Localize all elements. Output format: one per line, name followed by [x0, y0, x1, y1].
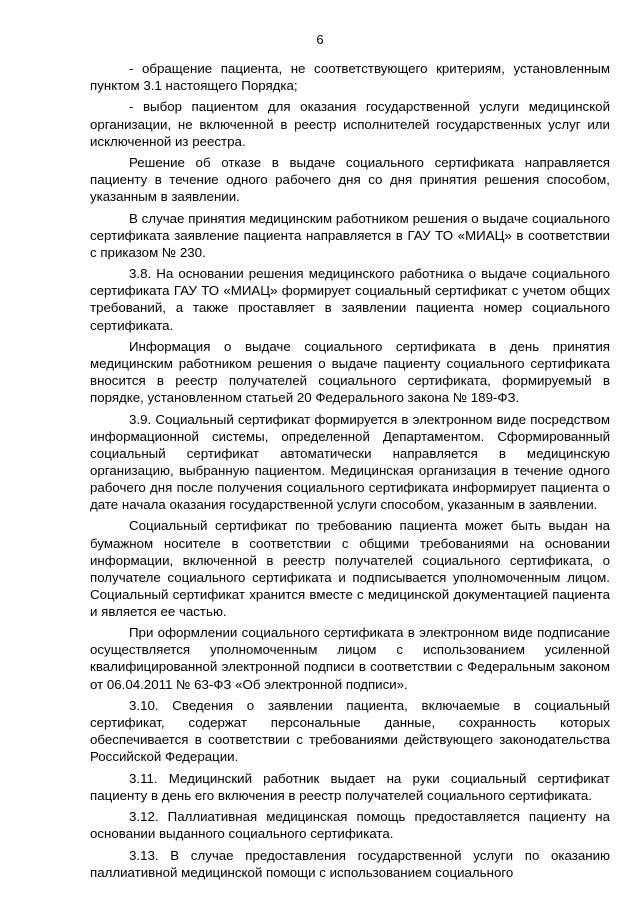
paragraph: При оформлении социального сертификата в электронном виде подписание осуществляется уполномоченным лицом с использованием усиленной квалифицированной электронной подписи в соответствии с Федеральным законом от 06.04.2011 № 63-ФЗ «Об электронной подписи». [90, 625, 610, 692]
paragraph: 3.13. В случае предоставления государственной услуги по оказанию паллиативной медицинской помощи с использованием социального [90, 847, 610, 880]
paragraph: 3.12. Паллиативная медицинская помощь предоставляется пациенту на основании выданного социального сертификата. [90, 809, 610, 842]
document-body [90, 60, 610, 885]
paragraph: Информация о выдаче социального сертификата в день принятия медицинским работником решения о выдаче пациенту социального сертификата вносится в реестр получателей социального сертификата, формируемый в порядке, установленном статьей 20 Федерального закона № 189-ФЗ. [90, 338, 610, 406]
paragraph: В случае принятия медицинским работником решения о выдаче социального сертификата заявление пациента направляется в ГАУ ТО «МИАЦ» в соответствии с приказом № 230. [90, 210, 610, 260]
paragraph: Социальный сертификат по требованию пациента может быть выдан на бумажном носителе в соответствии с общими требованиями на основании информации, включенной в реестр получателей социального сертификата, о получателе социального сертификата и подписывается уполномоченным лицом. Социальный сертификат хранится вместе с медицинской документацией пациента и является ее частью. [90, 518, 610, 619]
paragraph: - выбор пациентом для оказания государственной услуги медицинской организации, не включенной в реестр исполнителей государственных услуг или исключенной из реестра. [90, 99, 610, 149]
page-number: 6 [316, 32, 324, 47]
paragraph: 3.11. Медицинский работник выдает на руки социальный сертификат пациенту в день его включения в реестр получателей социального сертификата. [90, 770, 610, 803]
paragraph: - обращение пациента, не соответствующего критериям, установленным пунктом 3.1 настоящего Порядка; [90, 61, 610, 94]
paragraph: 3.9. Социальный сертификат формируется в электронном виде посредством информационной системы, определенной Департаментом. Сформированный социальный сертификат автоматически направляется в медицинскую организацию, выбранную пациентом. Медицинская организация в течение одного рабочего дня после получения социального сертификата информирует пациента о дате начала оказания государственной услуги способом, указанным в заявлении. [90, 411, 610, 513]
paragraph: 3.10. Сведения о заявлении пациента, включаемые в социальный сертификат, содержат персональные данные, сохранность которых обеспечивается в соответствии с требованиями действующего законодательства Российской Федерации. [90, 697, 610, 765]
paragraph: Решение об отказе в выдаче социального сертификата направляется пациенту в течение одного рабочего дня со дня принятия решения способом, указанным в заявлении. [90, 155, 610, 205]
paragraph: 3.8. На основании решения медицинского работника о выдаче социального сертификата ГАУ ТО «МИАЦ» формирует социальный сертификат с учетом общих требований, а также проставляет в заявлении пациента номер социального сертификата. [90, 266, 610, 333]
